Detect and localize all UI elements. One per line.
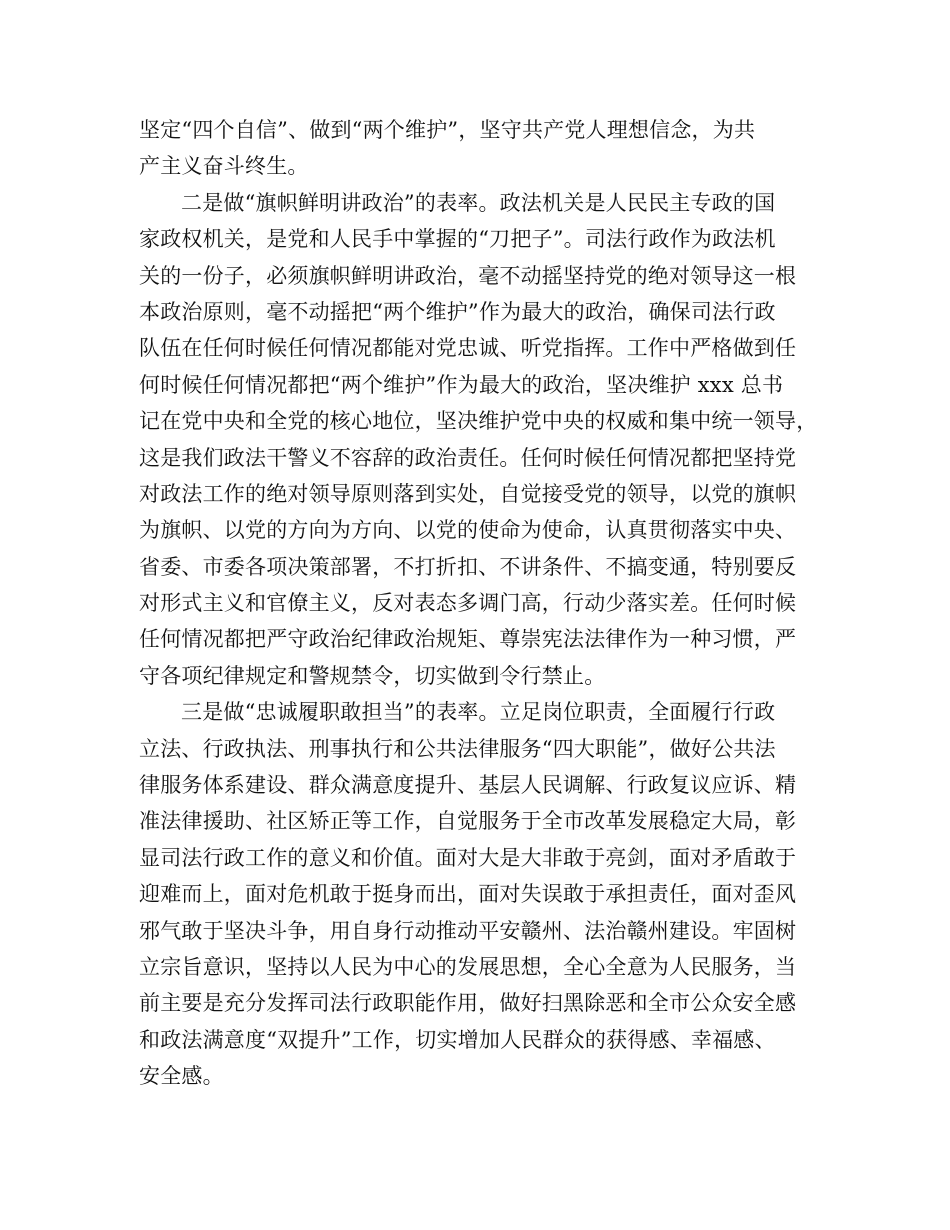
- text-line: 安全感。: [139, 1064, 224, 1089]
- text-line: 产主义奋斗终生。: [139, 154, 309, 179]
- text-line: 准法律援助、社区矫正等工作，自觉服务于全市改革发展稳定大局，彰: [139, 809, 797, 834]
- text-line: 对形式主义和官僚主义，反对表态多调门高，行动少落实差。任何时候: [139, 591, 797, 616]
- paragraph-3: [139, 694, 811, 1094]
- text-line: 立法、行政执法、刑事执行和公共法律服务“四大职能”，做好公共法: [139, 736, 776, 761]
- text-line: 迎难而上，面对危机敢于挺身而出，面对失误敢于承担责任，面对歪风: [139, 882, 797, 907]
- text-line: 显司法行政工作的意义和价值。面对大是大非敢于亮剑，面对矛盾敢于: [139, 845, 797, 870]
- text-line: 关的一份子，必须旗帜鲜明讲政治，毫不动摇坚持党的绝对领导这一根: [139, 263, 797, 288]
- text-line: 省委、市委各项决策部署，不打折扣、不讲条件、不搞变通，特别要反: [139, 554, 797, 579]
- text-line: 和政法满意度“双提升”工作，切实增加人民群众的获得感、幸福感、: [139, 1027, 776, 1052]
- text-line: 何时候任何情况都把“两个维护”作为最大的政治，坚决维护 xxx 总书: [139, 372, 784, 397]
- text-line: 为旗帜、以党的方向为方向、以党的使命为使命，认真贯彻落实中央、: [139, 518, 797, 543]
- text-line: 记在党中央和全党的核心地位，坚决维护党中央的权威和集中统一领导，: [139, 409, 818, 434]
- paragraph-1: [139, 112, 811, 185]
- document-body: [139, 112, 818, 1095]
- text-line: 律服务体系建设、群众满意度提升、基层人民调解、行政复议应诉、精: [139, 773, 797, 798]
- text-line: 二是做“旗帜鲜明讲政治”的表率。政法机关是人民民主专政的国: [181, 190, 776, 215]
- text-line: 坚定“四个自信”、做到“两个维护”，坚守共产党人理想信念，为共: [139, 118, 756, 142]
- text-line: 家政权机关，是党和人民手中掌握的“刀把子”。司法行政作为政法机: [139, 227, 776, 252]
- text-line: 这是我们政法干警义不容辞的政治责任。任何时候任何情况都把坚持党: [139, 445, 797, 470]
- text-line: 任何情况都把严守政治纪律政治规矩、尊崇宪法法律作为一种习惯，严: [139, 627, 797, 652]
- text-line: 邪气敢于坚决斗争，用自身行动推动平安赣州、法治赣州建设。牢固树: [139, 918, 797, 943]
- text-line: 立宗旨意识，坚持以人民为中心的发展思想，全心全意为人民服务，当: [139, 954, 797, 979]
- paragraph-2: [139, 185, 818, 694]
- text-line: 三是做“忠诚履职敢担当”的表率。立足岗位职责，全面履行行政: [181, 700, 776, 725]
- text-line: 对政法工作的绝对领导原则落到实处，自觉接受党的领导，以党的旗帜: [139, 481, 797, 506]
- text-line: 本政治原则，毫不动摇把“两个维护”作为最大的政治，确保司法行政: [139, 299, 776, 324]
- text-line: 队伍在任何时候任何情况都能对党忠诚、听党指挥。工作中严格做到任: [139, 336, 797, 361]
- text-line: 前主要是充分发挥司法行政职能作用，做好扫黑除恶和全市公众安全感: [139, 991, 797, 1016]
- text-line: 守各项纪律规定和警规禁令，切实做到令行禁止。: [139, 663, 606, 688]
